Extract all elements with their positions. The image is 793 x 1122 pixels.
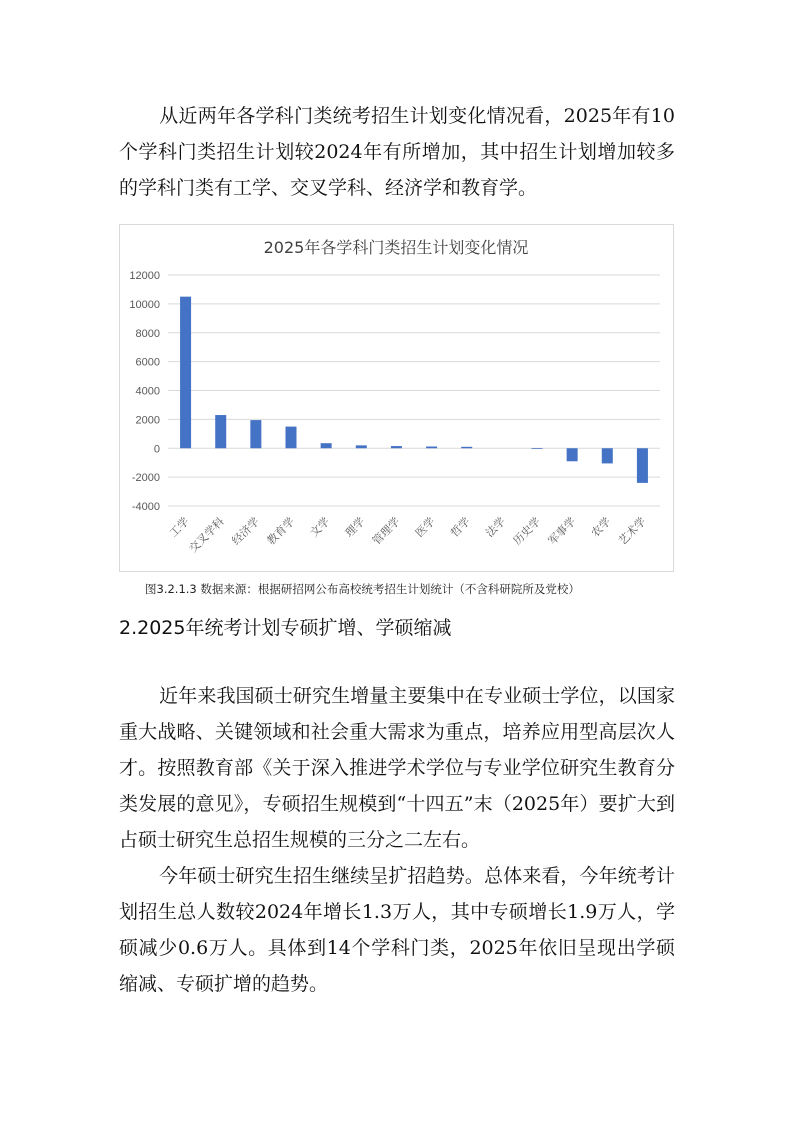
bar-13 (637, 448, 648, 483)
bar-1 (215, 415, 226, 448)
x-tick-label: 教育学 (264, 514, 298, 548)
x-tick-label: 理学 (342, 514, 368, 540)
x-tick-label: 军事学 (545, 514, 579, 548)
bar-chart-container (119, 224, 674, 572)
bar-11 (567, 448, 578, 461)
x-tick-label: 管理学 (370, 514, 403, 548)
y-tick-label: 10000 (129, 298, 160, 311)
x-tick-label: 医学 (412, 514, 438, 540)
y-tick-label: -4000 (131, 501, 160, 513)
y-tick-label: 0 (153, 443, 160, 456)
bar-2 (250, 420, 261, 448)
x-tick-label: 工学 (166, 514, 192, 540)
paragraph-background-text: 近年来我国硕士研究生增量主要集中在专业硕士学位，以国家重大战略、关键领域和社会重大需求为重点，培养应用型高层次人才。按照教育部《关于深入推进学术学位与专业学位研究生教育分类发展的意见》，专硕招生规模到“十四五”末（2025年）要扩大到占硕士研究生总招生规模的三分之二左右。 (119, 685, 675, 851)
x-tick-label: 艺术学 (616, 514, 649, 548)
y-tick-label: 6000 (135, 356, 160, 369)
section-heading: 2.2025年统考计划专硕扩增、学硕缩减 (119, 617, 452, 639)
bar-3 (286, 427, 297, 449)
paragraph-background (119, 678, 675, 858)
y-tick-label: 12000 (129, 270, 160, 282)
bar-6 (391, 446, 402, 448)
x-tick-label: 法学 (483, 514, 508, 540)
figure-caption: 图3.2.1.3 数据来源：根据研招网公布高校统考招生计划统计（不含科研院所及党校） (145, 582, 580, 596)
y-tick-label: -2000 (131, 472, 160, 485)
paragraph-trend-text: 今年硕士研究生招生继续呈扩招趋势。总体来看，今年统考计划招生总人数较2024年增长1.3万人，其中专硕增长1.9万人，学硕减少0.6万人。具体到14个学科门类，2025年依旧呈现出学硕缩减、专硕扩增的趋势。 (119, 865, 675, 995)
bar-4 (321, 443, 332, 448)
paragraph-intro-text: 从近两年各学科门类统考招生计划变化情况看，2025年有10个学科门类招生计划较2024年有所增加，其中招生计划增加较多的学科门类有工学、交叉学科、经济学和教育学。 (119, 105, 675, 199)
x-tick-label: 经济学 (229, 514, 262, 548)
x-tick-label: 文学 (307, 514, 333, 540)
bar-5 (356, 445, 367, 448)
chart-title: 2025年各学科门类招生计划变化情况 (263, 238, 529, 257)
x-tick-label: 历史学 (510, 514, 544, 548)
y-tick-label: 4000 (135, 385, 160, 398)
y-tick-label: 8000 (135, 327, 160, 340)
y-tick-label: 2000 (135, 414, 160, 427)
paragraph-intro (119, 98, 675, 206)
x-tick-label: 哲学 (448, 514, 473, 540)
x-tick-label: 农学 (588, 514, 614, 540)
bar-10 (532, 448, 543, 449)
x-tick-label: 交叉学科 (186, 514, 227, 556)
bar-12 (602, 448, 613, 463)
bar-chart (120, 225, 673, 571)
bar-8 (461, 447, 472, 448)
bar-7 (426, 447, 437, 449)
bar-0 (180, 297, 191, 449)
paragraph-trend (119, 858, 675, 1002)
